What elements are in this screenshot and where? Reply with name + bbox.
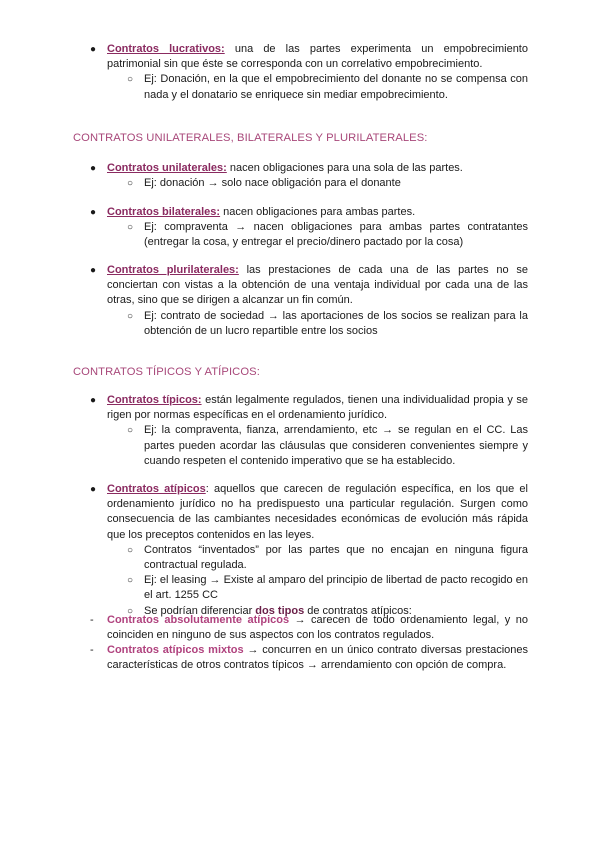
bullet-icon: ● xyxy=(90,207,97,218)
list-item-bilaterales xyxy=(90,205,528,251)
list-item-plurilaterales xyxy=(90,263,528,339)
list-item-tipicos xyxy=(90,393,528,469)
definition-tipicos: están legalmente regulados, tienen una individualidad propia y se rigen por normas específicas en el ordenamiento jurídico. xyxy=(107,394,528,422)
term-absolutamente-atipicos: Contratos absolutamente atípicos xyxy=(107,614,290,626)
circle-bullet-icon: ○ xyxy=(127,425,134,437)
term-lucrativos: Contratos lucrativos: xyxy=(107,43,225,55)
dash-marker: - xyxy=(90,614,94,626)
definition-atipicos: : aquellos que carecen de regulación específica, en los que el ordenamiento jurídico no ha predispuesto una particular regulación. Surgen como consecuencia de las cambiantes necesidades económicas de evolución más rápida que los preceptos contenidos en las leyes. xyxy=(107,483,528,541)
atipicos-sub-tipos-post: de contratos atípicos: xyxy=(304,604,412,617)
bullet-icon: ● xyxy=(90,265,97,276)
bullet-icon: ● xyxy=(90,395,97,406)
atipicos-sub-tipos-pre: Se podrían diferenciar xyxy=(144,604,256,617)
section-heading-tipicos: CONTRATOS TÍPICOS Y ATÍPICOS: xyxy=(73,366,260,378)
dash-item-atipicos-mixtos xyxy=(90,643,528,673)
term-plurilaterales: Contratos plurilaterales: xyxy=(107,264,239,276)
term-atipicos-mixtos: Contratos atípicos mixtos xyxy=(107,644,244,656)
bullet-icon: ● xyxy=(90,163,97,174)
circle-bullet-icon: ○ xyxy=(127,222,134,234)
circle-bullet-icon: ○ xyxy=(127,605,134,617)
term-unilaterales: Contratos unilaterales: xyxy=(107,162,227,174)
list-item-lucrativos xyxy=(90,42,528,103)
circle-bullet-icon: ○ xyxy=(127,310,134,322)
circle-bullet-icon: ○ xyxy=(127,575,134,587)
term-tipicos: Contratos típicos: xyxy=(107,394,202,406)
definition-unilaterales: nacen obligaciones para una sola de las partes. xyxy=(226,162,463,174)
list-item-atipicos xyxy=(90,482,528,619)
dash-item-absolutamente-atipicos xyxy=(90,613,528,643)
atipicos-sub-leasing: Ej: el leasing → Existe al amparo del principio de libertad de pacto recogido en el art. 1255 CC xyxy=(144,574,528,602)
example-unilaterales: Ej: donación → solo nace obligación para el donante xyxy=(144,177,401,190)
bullet-icon: ● xyxy=(90,44,97,55)
example-lucrativos: Ej: Donación, en la que el empobrecimiento del donante no se compensa con nada y el donatario se enriquece sin mediar empobrecimiento. xyxy=(144,73,528,101)
atipicos-sub-inventados: Contratos “inventados” por las partes que no encajan en ninguna figura contractual regulada. xyxy=(144,543,528,572)
example-bilaterales: Ej: compraventa → nacen obligaciones para ambas partes contratantes (entregar la cosa, y entregar el precio/dinero pactado por la cosa) xyxy=(144,221,528,249)
bullet-icon: ● xyxy=(90,484,97,495)
section-heading-unilaterales: CONTRATOS UNILATERALES, BILATERALES Y PLURILATERALES: xyxy=(73,132,428,144)
circle-bullet-icon: ○ xyxy=(127,178,134,190)
term-atipicos: Contratos atípicos xyxy=(107,483,206,495)
definition-lucrativos: una de las partes experimenta un empobrecimiento patrimonial sin que éste se corresponda con un correlativo empobrecimiento. xyxy=(107,43,528,71)
term-bilaterales: Contratos bilaterales: xyxy=(107,206,221,218)
dash-marker: - xyxy=(90,644,94,656)
example-plurilaterales: Ej: contrato de sociedad → las aportaciones de los socios se realizan para la obtención de un lucro repartible entre los socios xyxy=(144,309,528,337)
definition-plurilaterales: las prestaciones de cada una de las partes no se conciertan con vistas a la obtención de una ventaja individual por cada una de las otras, sino que se dirigen a alcanzar un fin común. xyxy=(107,264,529,307)
definition-absolutamente-atipicos: → carecen de todo ordenamiento legal, y no coinciden en ninguno de sus aspectos con los contratos regulados. xyxy=(107,614,528,642)
atipicos-sub-tipos-strong: dos tipos xyxy=(255,604,305,617)
example-tipicos: Ej: la compraventa, fianza, arrendamiento, etc → se regulan en el CC. Las partes pueden acordar las cláusulas que consideren convenientes siempre y cuando respeten el contenido imperativo que se ha establecido. xyxy=(144,424,528,467)
circle-bullet-icon: ○ xyxy=(127,74,134,86)
definition-bilaterales: nacen obligaciones para ambas partes. xyxy=(220,206,416,218)
list-item-unilaterales xyxy=(90,161,528,191)
definition-atipicos-mixtos: → concurren en un único contrato diversas prestaciones características de otros contratos típicos → arrendamiento con opción de compra. xyxy=(107,644,528,672)
circle-bullet-icon: ○ xyxy=(127,544,134,556)
